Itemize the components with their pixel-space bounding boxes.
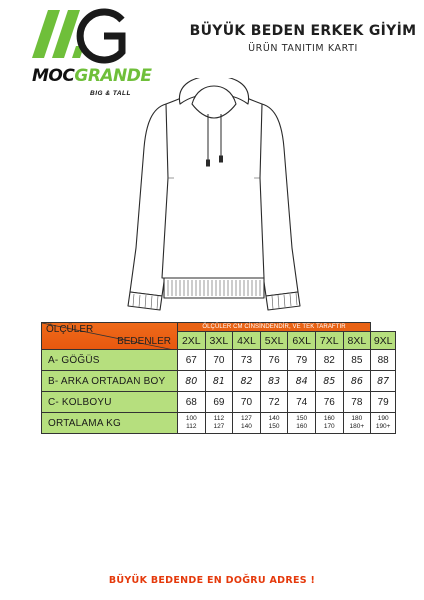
table-cell: 82 bbox=[316, 350, 344, 371]
weight-range-part: 140 bbox=[268, 415, 280, 422]
size-header-row bbox=[178, 331, 396, 350]
weight-range-part: 140 bbox=[241, 423, 252, 430]
table-cell: 86 bbox=[344, 371, 372, 392]
table-cell bbox=[316, 413, 344, 434]
weight-range-part: 100 bbox=[185, 415, 197, 422]
size-header-cell: 7XL bbox=[316, 331, 344, 350]
weight-range-part: 160 bbox=[323, 415, 335, 422]
row-label: A- GÖĞÜS bbox=[41, 350, 178, 371]
table-cell bbox=[344, 413, 372, 434]
logo-tagline: BIG & TALL bbox=[90, 90, 131, 97]
table-cell: 72 bbox=[261, 392, 289, 413]
table-cell: 69 bbox=[206, 392, 234, 413]
table-cell: 85 bbox=[344, 350, 372, 371]
table-corner-header bbox=[41, 322, 178, 350]
weight-range-part: 190+ bbox=[375, 423, 391, 430]
size-header bbox=[178, 322, 399, 350]
table-cell: 81 bbox=[206, 371, 234, 392]
table-cell: 88 bbox=[371, 350, 396, 371]
table-cell: 68 bbox=[178, 392, 206, 413]
logo-word-moc: MOC bbox=[32, 66, 75, 86]
size-header-cell: 5XL bbox=[261, 331, 289, 350]
table-cell: 79 bbox=[371, 392, 396, 413]
size-header-cell: 3XL bbox=[206, 331, 234, 350]
table-cell: 76 bbox=[316, 392, 344, 413]
brand-logo bbox=[26, 6, 152, 102]
table-cell bbox=[371, 413, 396, 434]
table-cell bbox=[261, 413, 289, 434]
size-header-cell: 9XL bbox=[371, 331, 396, 350]
row-label: C- KOLBOYU bbox=[41, 392, 178, 413]
table-cell bbox=[288, 413, 316, 434]
table-row bbox=[41, 392, 399, 413]
size-header-cell: 4XL bbox=[233, 331, 261, 350]
table-cell bbox=[233, 413, 261, 434]
weight-range-part: 127 bbox=[241, 415, 252, 422]
table-cell: 79 bbox=[288, 350, 316, 371]
row-label: ORTALAMA KG bbox=[41, 413, 178, 434]
table-cell: 73 bbox=[233, 350, 261, 371]
table-cell: 67 bbox=[178, 350, 206, 371]
logo-mg-icon bbox=[26, 6, 136, 68]
table-cell: 70 bbox=[206, 350, 234, 371]
table-row bbox=[41, 413, 399, 434]
header-olculer: ÖLÇÜLER bbox=[46, 324, 94, 335]
page-subtitle: ÜRÜN TANITIM KARTI bbox=[248, 43, 358, 54]
size-header-cell: 6XL bbox=[288, 331, 316, 350]
table-cell: 84 bbox=[288, 371, 316, 392]
table-cell: 74 bbox=[288, 392, 316, 413]
row-label: B- ARKA ORTADAN BOY bbox=[41, 371, 178, 392]
table-cell: 87 bbox=[371, 371, 396, 392]
weight-range-part: 150 bbox=[268, 423, 280, 430]
weight-range-part: 180 bbox=[351, 415, 363, 422]
table-row bbox=[41, 371, 399, 392]
table-cell: 76 bbox=[261, 350, 289, 371]
measurement-note: ÖLÇÜLER CM CİNSİNDENDİR, VE TEK TARAFTIR bbox=[178, 322, 371, 331]
table-cell: 82 bbox=[233, 371, 261, 392]
weight-range-part: 190 bbox=[377, 415, 389, 422]
table-cell: 70 bbox=[233, 392, 261, 413]
weight-range-part: 112 bbox=[186, 423, 197, 430]
table-cell: 80 bbox=[178, 371, 206, 392]
hoodie-illustration bbox=[126, 78, 302, 316]
table-row bbox=[41, 350, 399, 371]
weight-range-part: 150 bbox=[296, 415, 308, 422]
table-cell: 85 bbox=[316, 371, 344, 392]
table-cell bbox=[206, 413, 234, 434]
weight-range-part: 180+ bbox=[349, 423, 365, 430]
table-cell bbox=[178, 413, 206, 434]
size-header-cell: 2XL bbox=[178, 331, 206, 350]
size-header-cell: 8XL bbox=[344, 331, 372, 350]
table-body bbox=[41, 350, 399, 434]
table-cell: 83 bbox=[261, 371, 289, 392]
table-cell: 78 bbox=[344, 392, 372, 413]
weight-range-part: 112 bbox=[213, 415, 225, 422]
footer-slogan: BÜYÜK BEDENDE EN DOĞRU ADRES ! bbox=[108, 575, 316, 586]
header-bedenler: BEDENLER bbox=[117, 336, 171, 347]
weight-range-part: 160 bbox=[296, 423, 308, 430]
weight-range-part: 170 bbox=[323, 423, 335, 430]
page-title: BÜYÜK BEDEN ERKEK GİYİM bbox=[189, 23, 417, 39]
weight-range-part: 127 bbox=[213, 423, 225, 430]
logo-word-grande: GRANDE bbox=[74, 66, 152, 86]
